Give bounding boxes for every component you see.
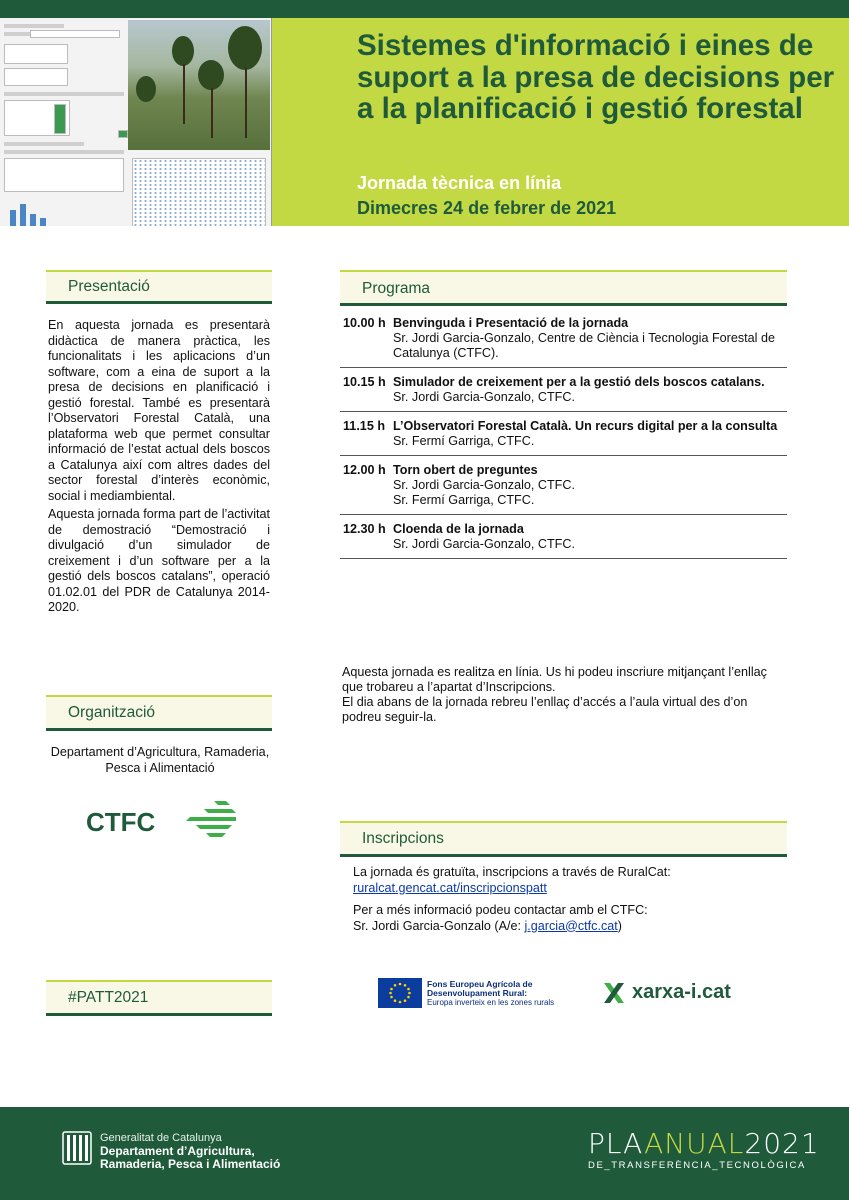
presentacio-heading-label: Presentació	[68, 278, 150, 295]
programa-speaker: Sr. Jordi Garcia-Gonzalo, CTFC.	[393, 390, 575, 404]
ctfc-logo-text: CTFC	[86, 807, 156, 837]
top-bar	[0, 0, 849, 18]
programa-time: 11.15 h	[343, 419, 386, 433]
inscripcions-line: Per a més informació podeu contactar amb el CTFC:	[353, 903, 648, 917]
inscripcions-text	[353, 865, 773, 941]
footer	[0, 1107, 849, 1200]
programa-speaker: Sr. Jordi Garcia-Gonzalo, CTFC.	[393, 537, 575, 551]
programa-item	[340, 463, 787, 515]
event-subtitle: Jornada tècnica en línia	[357, 173, 562, 193]
pla-year: 2021	[744, 1127, 820, 1160]
xarxa-logo	[600, 979, 740, 1007]
pla-word: PLA	[588, 1127, 645, 1160]
feader-title: Fons Europeu Agrícola de Desenvolupament Rural:	[427, 979, 533, 998]
email-link[interactable]: j.garcia@ctfc.cat	[524, 918, 618, 933]
inscripcions-heading-label: Inscripcions	[362, 830, 444, 847]
xarxa-text: xarxa-i.cat	[632, 981, 731, 1003]
programa-title: Simulador de creixement per a la gestió dels boscos catalans.	[393, 375, 765, 389]
anual-word: ANUAL	[644, 1127, 745, 1160]
programa-item	[340, 316, 787, 368]
presentacio-heading	[46, 270, 272, 304]
generalitat-logo	[62, 1131, 322, 1175]
software-screenshot	[0, 18, 272, 226]
inscripcions-line: La jornada és gratuïta, inscripcions a través de RuralCat:	[353, 865, 671, 879]
programa-title: Benvinguda i Presentació de la jornada	[393, 316, 629, 330]
generalitat-shield-icon	[62, 1131, 92, 1165]
programa-item	[340, 419, 787, 456]
ruralcat-link[interactable]: ruralcat.gencat.cat/inscripcionspatt	[353, 880, 547, 895]
page-title: Sistemes d'informació i eines de suport a la presa de decisions per a la planificació i gestió forestal	[357, 29, 835, 125]
programa-heading-label: Programa	[362, 280, 431, 297]
online-note-line: Aquesta jornada es realitza en línia. Us hi podeu inscriure mitjançant l’enllaç que trobareu a l’apartat d’Inscripcions.	[342, 665, 767, 694]
contact-prefix: Sr. Jordi Garcia-Gonzalo (A/e:	[353, 918, 525, 933]
programa-heading	[340, 270, 787, 306]
feader-logo	[378, 978, 558, 1008]
online-note	[342, 665, 782, 725]
programa-item	[340, 375, 787, 412]
inscripcions-heading	[340, 821, 787, 857]
pla-subtitle: DE_TRANSFERÈNCIA_TECNOLÒGICA	[588, 1160, 806, 1171]
programa-item	[340, 522, 787, 559]
programa-speaker: Sr. Jordi Garcia-Gonzalo, CTFC.	[393, 478, 575, 492]
hashtag-box	[46, 980, 272, 1016]
presentacio-paragraph: En aquesta jornada es presentarà didàctica de manera pràctica, les funcionalitats i les aplicacions d’un software, com a eina de suport a la presa de decisions en planificació i gestió forestal. També es presentarà l’Observatori Forestal Català, una plataforma web que permet consultar informació de l’estat actual dels boscos a Catalunya així com altres dades del sector forestal d’interès econòmic, social i mediambiental.	[48, 318, 270, 503]
programa-list	[340, 316, 787, 566]
organitzacio-name: Departament d’Agricultura, Ramaderia, Pesca i Alimentació	[50, 745, 270, 775]
feader-tagline: Europa inverteix en les zones rurals	[427, 998, 555, 1007]
event-date: Dimecres 24 de febrer de 2021	[357, 198, 617, 218]
ctfc-logo	[86, 797, 246, 843]
organitzacio-heading	[46, 695, 272, 731]
online-note-line: El dia abans de la jornada rebreu l’enllaç d’accés a l’aula virtual des d’on podreu seguir-la.	[342, 695, 748, 724]
generalitat-name: Generalitat de Catalunya	[100, 1132, 222, 1144]
programa-time: 10.00 h	[343, 316, 386, 330]
presentacio-text	[48, 318, 270, 619]
presentacio-paragraph: Aquesta jornada forma part de l’activitat de demostració “Demostració i divulgació d’un simulador de creixement i d’un software per a la gestió dels boscos catalans”, operació 01.02.01 del PDR de Catalunya 2014-2020.	[48, 507, 270, 614]
eu-flag-icon	[378, 978, 422, 1008]
programa-title: Torn obert de preguntes	[393, 463, 538, 477]
programa-speaker: Sr. Jordi Garcia-Gonzalo, Centre de Ciència i Tecnologia Forestal de Catalunya (CTFC).	[393, 331, 775, 360]
department-name: Departament d’Agricultura, Ramaderia, Pesca i Alimentació	[100, 1144, 281, 1171]
hashtag-label: #PATT2021	[68, 989, 149, 1006]
programa-time: 12.30 h	[343, 522, 386, 536]
programa-speaker: Sr. Fermí Garriga, CTFC.	[393, 493, 535, 507]
xarxa-icon	[600, 979, 628, 1007]
programa-title: L’Observatori Forestal Català. Un recurs digital per a la consulta	[393, 419, 778, 433]
programa-title: Cloenda de la jornada	[393, 522, 524, 536]
programa-speaker: Sr. Fermí Garriga, CTFC.	[393, 434, 535, 448]
contact-suffix: )	[617, 918, 622, 933]
programa-time: 12.00 h	[343, 463, 386, 477]
organitzacio-heading-label: Organització	[68, 704, 156, 721]
pla-anual-logo	[588, 1127, 820, 1173]
programa-time: 10.15 h	[343, 375, 386, 389]
